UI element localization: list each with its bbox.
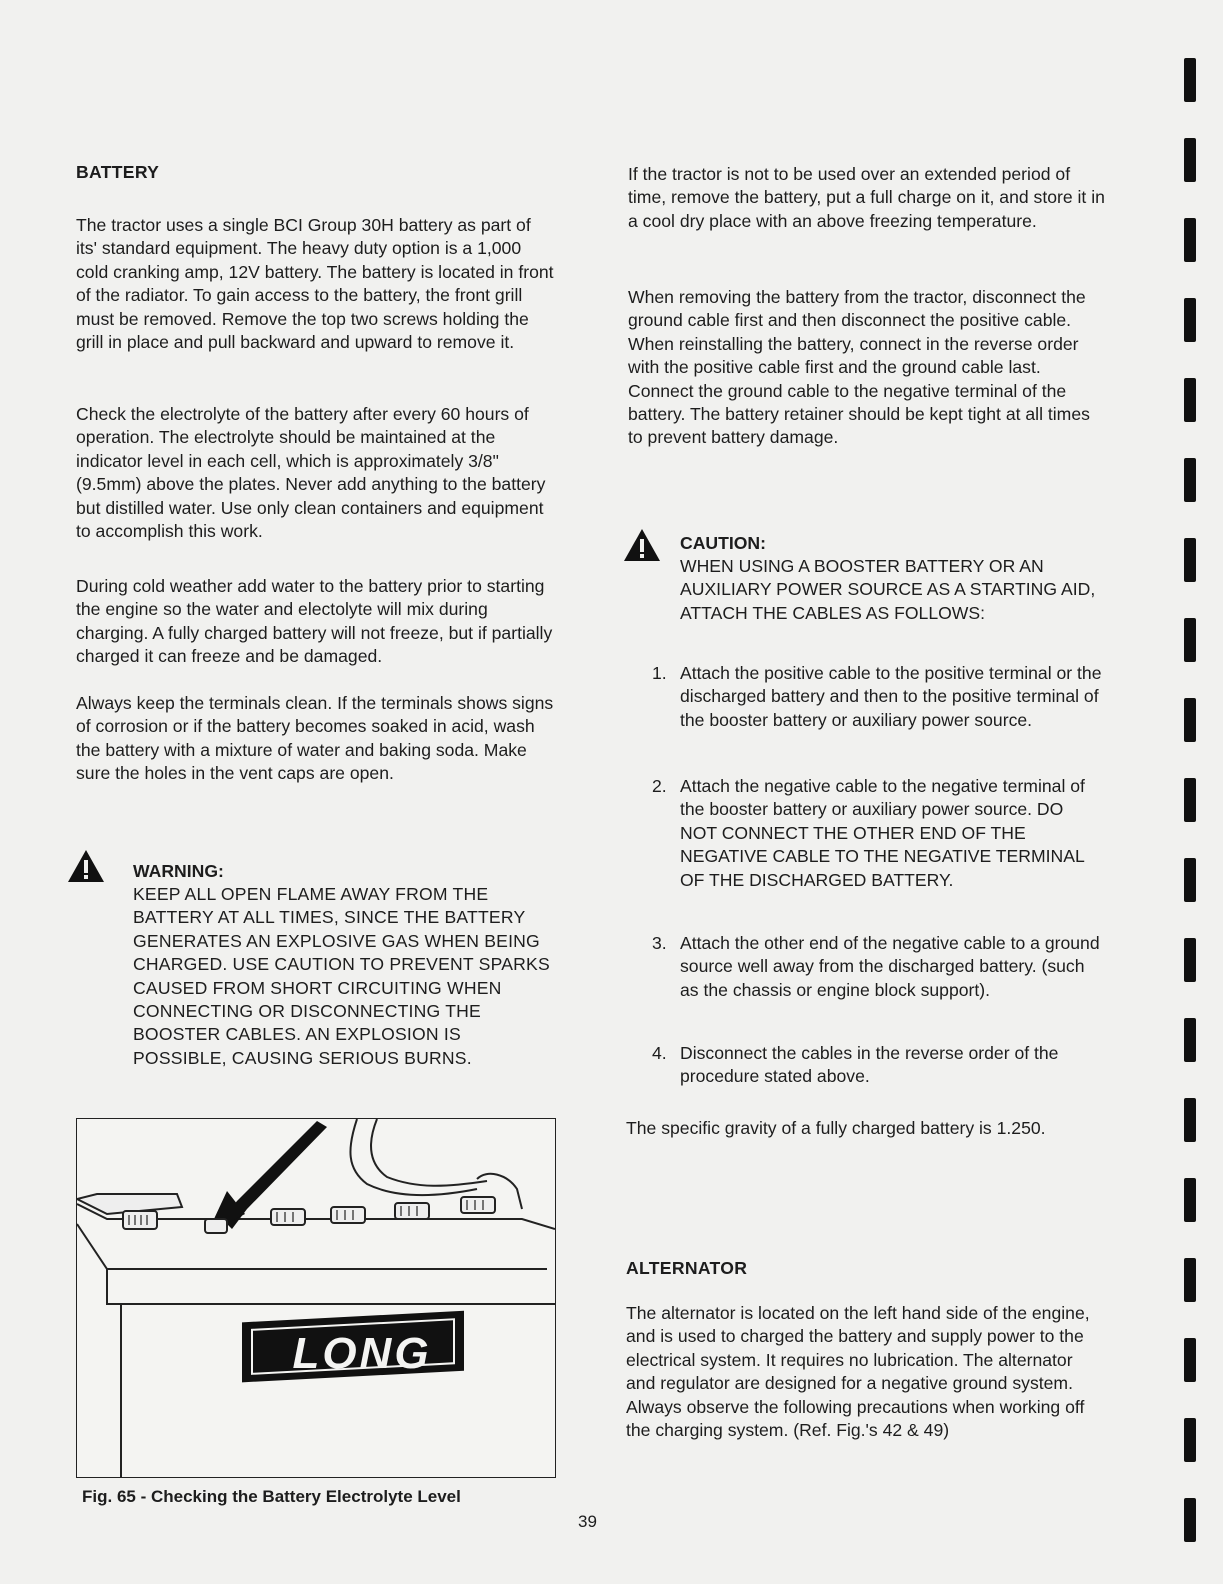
caution-triangle-icon bbox=[622, 527, 662, 563]
binder-hole bbox=[1184, 938, 1196, 982]
binder-hole bbox=[1184, 1018, 1196, 1062]
removal-paragraph: When removing the battery from the tractor, disconnect the ground cable first and then disconnect the positive cable. When reinstalling the battery, connect in the reverse order with the positive cable first and the ground cable last. Connect the ground cable to the negative terminal of the battery. The battery retainer should be kept tight at all times to prevent battery damage. bbox=[628, 287, 1090, 448]
storage-paragraph: If the tractor is not to be used over an extended period of time, remove the battery, put a full charge on it, and store it in a cool dry place with an above freezing temperature. bbox=[628, 164, 1105, 231]
figure-caption: Fig. 65 - Checking the Battery Electrolyte Level bbox=[82, 1487, 461, 1506]
step-text: Attach the negative cable to the negative terminal of the booster battery or auxiliary power source. DO NOT CONNECT THE OTHER END OF THE NEGATIVE CABLE TO THE NEGATIVE TERMINAL OF THE DISCHARGED BATTERY. bbox=[680, 776, 1085, 890]
page-number: 39 bbox=[578, 1512, 597, 1531]
binder-hole bbox=[1184, 778, 1196, 822]
battery-paragraph-3: During cold weather add water to the battery prior to starting the engine so the water and electolyte will mix during charging. A fully charged battery will not freeze, but if partially charged it can freeze and be damaged. bbox=[76, 576, 553, 667]
binder-hole bbox=[1184, 378, 1196, 422]
battery-paragraph-4: Always keep the terminals clean. If the terminals shows signs of corrosion or if the battery becomes soaked in acid, wash the battery with a mixture of water and baking soda. Make sure the holes in the vent caps are open. bbox=[76, 693, 554, 784]
binder-hole bbox=[1184, 458, 1196, 502]
step-number: 3. bbox=[652, 933, 667, 953]
warning-text: KEEP ALL OPEN FLAME AWAY FROM THE BATTERY AT ALL TIMES, SINCE THE BATTERY GENERATES AN EXPLOSIVE GAS WHEN BEING CHARGED. USE CAUTION TO PREVENT SPARKS CAUSED FROM SHORT CIRCUITING WHEN CONNECTING OR DISCONNECTING THE BOOSTER CABLES. AN EXPLOSION IS POSSIBLE, CAUSING SERIOUS BURNS. bbox=[133, 884, 550, 1068]
binder-hole bbox=[1184, 538, 1196, 582]
binder-hole bbox=[1184, 858, 1196, 902]
binder-hole bbox=[1184, 1418, 1196, 1462]
battery-paragraph-1: The tractor uses a single BCI Group 30H battery as part of its' standard equipment. The heavy duty option is a 1,000 cold cranking amp, 12V battery. The battery is located in front of the radiator. To gain access to the battery, the front grill must be removed. Remove the top two screws holding the grill in place and pull backward and upward to remove it. bbox=[76, 215, 554, 353]
binder-edge bbox=[1178, 0, 1223, 1584]
binder-hole bbox=[1184, 1338, 1196, 1382]
caution-title: CAUTION: bbox=[680, 533, 767, 553]
binder-hole bbox=[1184, 218, 1196, 262]
step-number: 2. bbox=[652, 776, 667, 796]
warning-title: WARNING: bbox=[133, 861, 224, 881]
alternator-heading: ALTERNATOR bbox=[626, 1258, 748, 1278]
warning-triangle-icon bbox=[66, 848, 106, 884]
step-number: 4. bbox=[652, 1043, 667, 1063]
binder-hole bbox=[1184, 698, 1196, 742]
step-text: Disconnect the cables in the reverse order of the procedure stated above. bbox=[680, 1043, 1059, 1087]
binder-hole bbox=[1184, 138, 1196, 182]
binder-hole bbox=[1184, 1258, 1196, 1302]
battery-figure bbox=[76, 1118, 556, 1478]
binder-hole bbox=[1184, 58, 1196, 102]
battery-illustration bbox=[77, 1119, 555, 1477]
figure-logo-text: LONG bbox=[292, 1329, 432, 1378]
specific-gravity-text: The specific gravity of a fully charged battery is 1.250. bbox=[626, 1118, 1046, 1138]
step-text: Attach the other end of the negative cable to a ground source well away from the discharged battery. (such as the chassis or engine block support). bbox=[680, 933, 1100, 1000]
binder-hole bbox=[1184, 1178, 1196, 1222]
alternator-paragraph: The alternator is located on the left hand side of the engine, and is used to charged the battery and supply power to the electrical system. It requires no lubrication. The alternator and regulator are designed for a negative ground system. Always observe the following precautions when working off the charging system. (Ref. Fig.'s 42 & 49) bbox=[626, 1303, 1090, 1441]
step-text: Attach the positive cable to the positive terminal or the discharged battery and then to the positive terminal of the booster battery or auxiliary power source. bbox=[680, 663, 1102, 730]
battery-paragraph-2: Check the electrolyte of the battery after every 60 hours of operation. The electrolyte should be maintained at the indicator level in each cell, which is approximately 3/8" (9.5mm) above the plates. Never add anything to the battery but distilled water. Use only clean containers and equipment to accomplish this work. bbox=[76, 404, 546, 542]
binder-hole bbox=[1184, 1098, 1196, 1142]
binder-hole bbox=[1184, 298, 1196, 342]
step-number: 1. bbox=[652, 663, 667, 683]
battery-heading: BATTERY bbox=[76, 162, 160, 182]
caution-text: WHEN USING A BOOSTER BATTERY OR AN AUXILIARY POWER SOURCE AS A STARTING AID, ATTACH THE CABLES AS FOLLOWS: bbox=[680, 556, 1096, 623]
binder-hole bbox=[1184, 618, 1196, 662]
binder-hole bbox=[1184, 1498, 1196, 1542]
